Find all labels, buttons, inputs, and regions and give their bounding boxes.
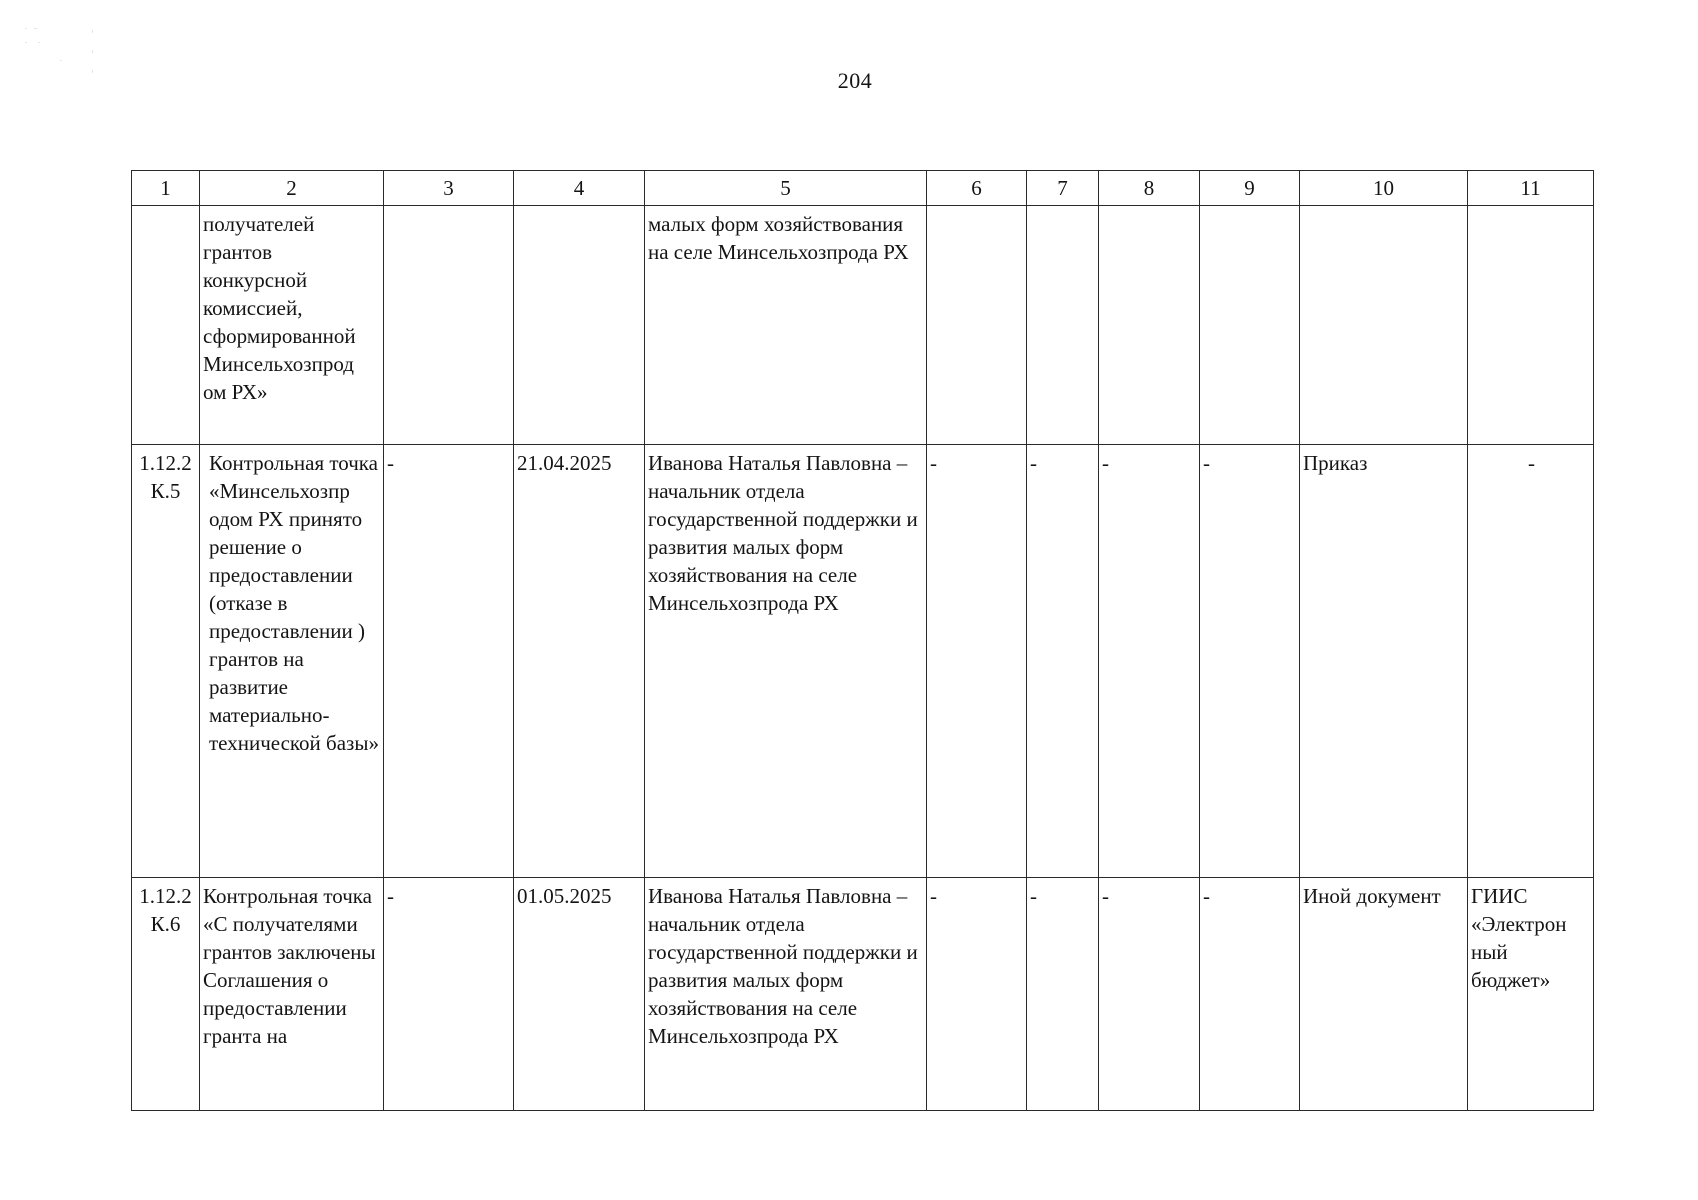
cell-col-7 (1027, 206, 1099, 445)
date-cell (514, 206, 645, 445)
cell-col-6 (927, 206, 1027, 445)
column-header: 6 (927, 171, 1027, 206)
table-row (132, 445, 1594, 878)
document-type-cell: Приказ (1300, 445, 1468, 878)
column-header: 11 (1468, 171, 1594, 206)
responsible-cell: малых форм хозяйствования на селе Минсельхозпрода РХ (645, 206, 927, 445)
date-cell: 01.05.2025 (514, 878, 645, 1111)
cell-col-6: - (927, 878, 1027, 1111)
cell-col-7: - (1027, 445, 1099, 878)
column-header: 1 (132, 171, 200, 206)
event-name-cell: получателей грантов конкурсной комиссией, сформированной Минсельхозпрод ом РХ» (200, 206, 384, 445)
information-system-cell (1468, 206, 1594, 445)
column-header: 2 (200, 171, 384, 206)
table-row (132, 206, 1594, 445)
cell-col-3 (384, 206, 514, 445)
page-number: 204 (837, 68, 873, 93)
column-header: 10 (1300, 171, 1468, 206)
cell-col-8: - (1099, 445, 1200, 878)
column-header: 7 (1027, 171, 1099, 206)
date-cell: 21.04.2025 (514, 445, 645, 878)
cell-col-9 (1200, 206, 1300, 445)
cell-col-3: - (384, 878, 514, 1111)
information-system-cell: ГИИС «Электрон ный бюджет» (1468, 878, 1594, 1111)
column-header: 8 (1099, 171, 1200, 206)
cell-col-9: - (1200, 878, 1300, 1111)
control-points-table (131, 170, 1594, 1111)
event-name-cell: Контрольная точка «Минсельхозпр одом РХ принято решение о предоставлении (отказе в предоставлении ) грантов на развитие материально-технической базы» (200, 445, 384, 878)
column-header: 3 (384, 171, 514, 206)
cell-col-8: - (1099, 878, 1200, 1111)
header-row (132, 171, 1594, 206)
responsible-cell: Иванова Наталья Павловна – начальник отдела государственной поддержки и развития малых форм хозяйствования на селе Минсельхозпрода РХ (645, 445, 927, 878)
column-header: 5 (645, 171, 927, 206)
cell-col-6: - (927, 445, 1027, 878)
event-name-cell: Контрольная точка «С получателями грантов заключены Соглашения о предоставлении гранта на (200, 878, 384, 1111)
row-number-cell: 1.12.2 К.5 (132, 445, 200, 878)
table-row (132, 878, 1594, 1111)
cell-col-9: - (1200, 445, 1300, 878)
cell-col-7: - (1027, 878, 1099, 1111)
column-header: 9 (1200, 171, 1300, 206)
responsible-cell: Иванова Наталья Павловна – начальник отдела государственной поддержки и развития малых форм хозяйствования на селе Минсельхозпрода РХ (645, 878, 927, 1111)
information-system-cell: - (1468, 445, 1594, 878)
row-number-cell (132, 206, 200, 445)
row-number-cell: 1.12.2 К.6 (132, 878, 200, 1111)
scan-artifact-marks (20, 20, 110, 90)
cell-col-8 (1099, 206, 1200, 445)
document-type-cell (1300, 206, 1468, 445)
column-header: 4 (514, 171, 645, 206)
document-type-cell: Иной документ (1300, 878, 1468, 1111)
cell-col-3: - (384, 445, 514, 878)
